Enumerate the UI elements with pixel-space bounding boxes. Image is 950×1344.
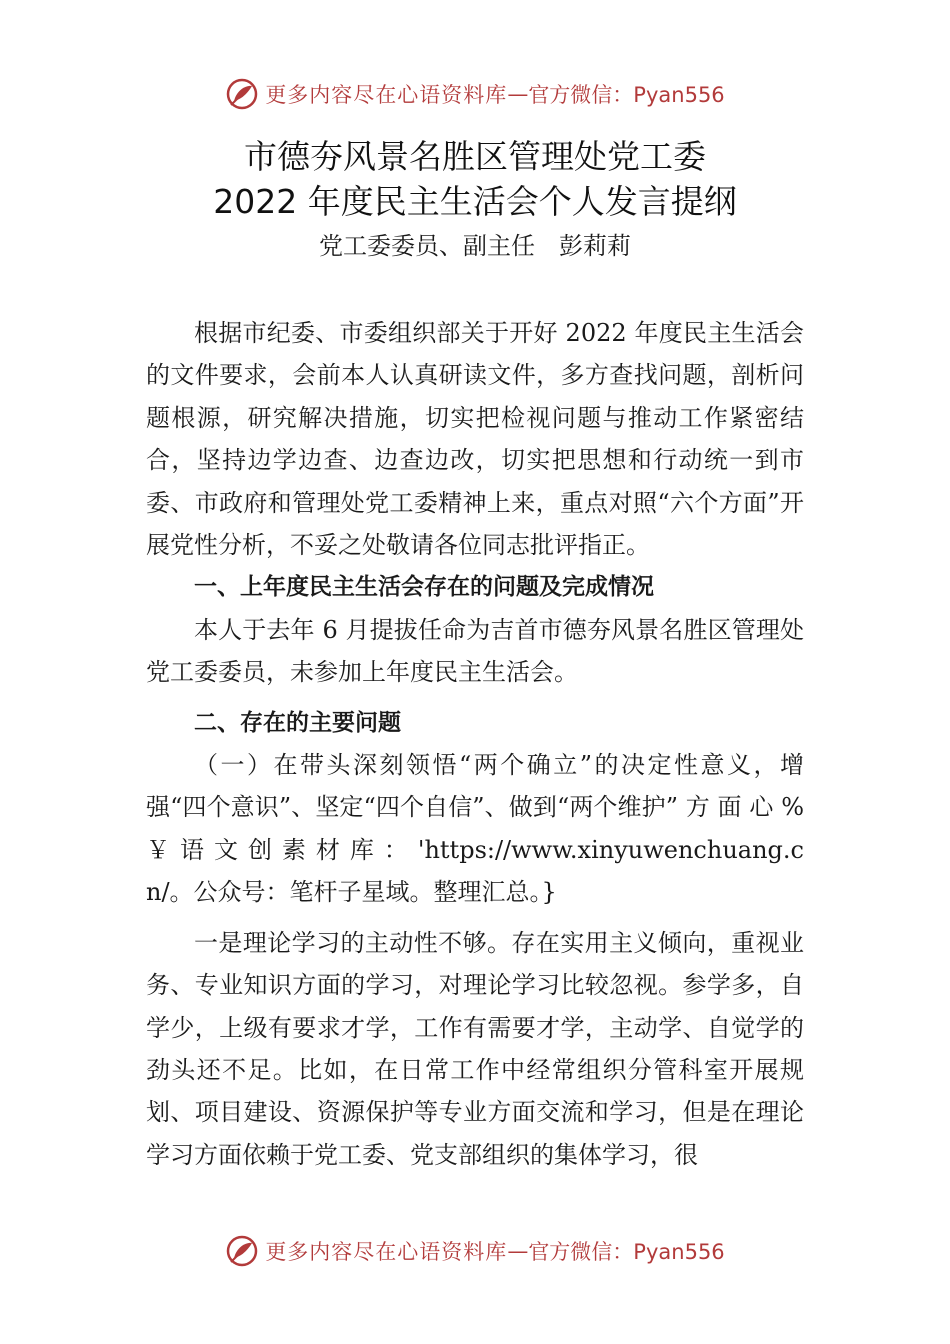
intro-paragraph: 根据市纪委、市委组织部关于开好 2022 年度民主生活会的文件要求，会前本人认真研读文件，多方查找问题，剖析问题根源，研究解决措施，切实把检视问题与推动工作紧密结合，坚持边学边查、边查边改，切实把思想和行动统一到市委、市政府和管理处党工委精神上来，重点对照“六个方面”开展党性分析，不妥之处敬请各位同志批评指正。 [146,319,804,560]
banner-wechat: 官方微信：Pyan556 [528,1240,725,1264]
point-1-paragraph: 一是理论学习的主动性不够。存在实用主义倾向，重视业务、专业知识方面的学习，对理论学习比较忽视。参学多，自学少，上级有要求才学，工作有需要才学，主动学、自觉学的劲头还不足。比如，在日常工作中经常组织分管科室开展规划、项目建设、资源保护等专业方面交流和学习，但是在理论学习方面依赖于党工委、党支部组织的集体学习，很 [146,928,804,1169]
banner-separator: — [507,82,529,106]
banner-text: 更多内容尽在心语资料库 [265,1240,508,1264]
section-heading-1: 一、上年度民主生活会存在的问题及完成情况 [194,574,654,601]
section-1-paragraph: 本人于去年 6 月提拔任命为吉首市德夯风景名胜区管理处党工委委员，未参加上年度民主生活会。 [146,615,804,687]
section-heading-2: 二、存在的主要问题 [194,709,401,736]
document-body [146,312,804,1176]
banner-wechat: 官方微信：Pyan556 [528,83,725,107]
document-title-line2: 2022 年度民主生活会个人发言提纲 [213,182,737,221]
leaf-logo-icon [225,77,259,111]
subsection-1-paragraph: （一）在带头深刻领悟“两个确立”的决定性意义，增强“四个意识”、坚定“四个自信”、做到“两个维护” 方 面 心 % ￥ 语 文 创 素 材 库 ： 'https://www.xinyuwenchuang.cn/。公众号：笔杆子星域。整理汇总。} [146,751,804,907]
banner-separator: — [507,1239,529,1263]
banner-text: 更多内容尽在心语资料库 [265,83,508,107]
author-byline: 党工委委员、副主任 彭莉莉 [319,232,631,260]
footer-watermark-banner [0,1231,950,1271]
document-title-line1: 市德夯风景名胜区管理处党工委 [244,137,706,176]
header-watermark-banner [0,74,950,114]
leaf-logo-icon [225,1234,259,1268]
